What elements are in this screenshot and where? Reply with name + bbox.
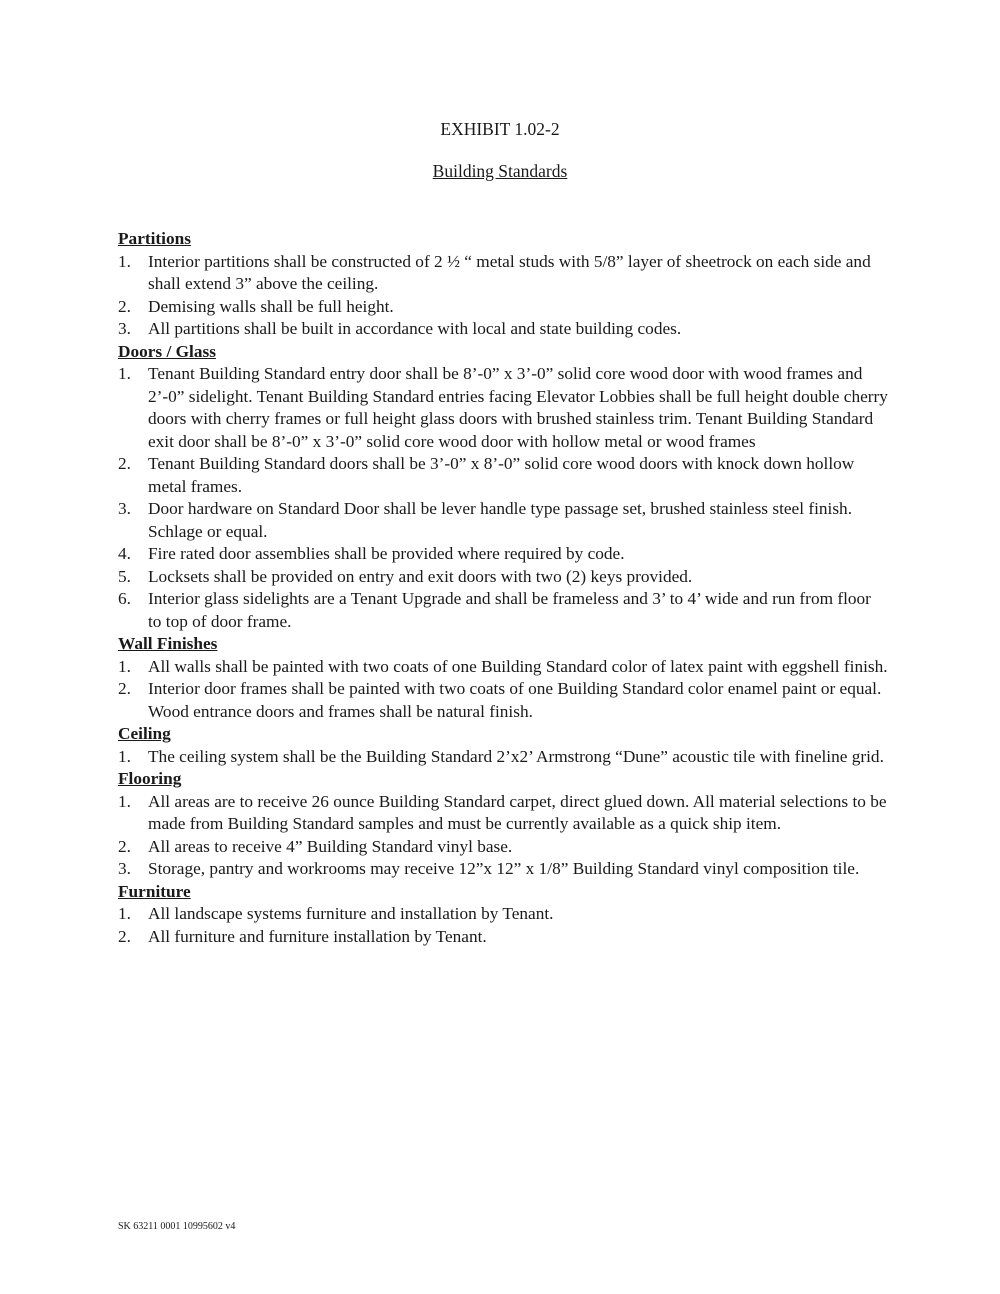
list-item: [118, 296, 888, 319]
item-text: All partitions shall be built in accordance with local and state building codes.: [148, 319, 682, 338]
section-heading: Partitions: [118, 229, 191, 248]
item-number: 2.: [118, 836, 131, 856]
list-item: [118, 926, 888, 949]
section-flooring: [118, 768, 888, 881]
item-number: 2.: [118, 679, 131, 698]
item-number: 2.: [118, 926, 131, 946]
item-list: [118, 251, 888, 341]
section-furniture: [118, 881, 888, 949]
item-number: 6.: [118, 589, 131, 608]
section-heading: Ceiling: [118, 724, 171, 743]
item-number: 4.: [118, 544, 131, 563]
list-item: [118, 498, 888, 543]
item-number: 3.: [118, 859, 131, 878]
list-item: [118, 588, 888, 633]
item-list: [118, 791, 888, 881]
item-text: Tenant Building Standard entry door shall be 8’-0” x 3’-0” solid core wood door with wood frames and 2’-0” sidelight. Tenant Building Standard entries facing Elevator Lobbies shall be full height double cherry doors with cherry frames or full height glass doors with brushed stainless trim. Tenant Building Standard exit door shall be 8’-0” x 3’-0” solid core wood door with hollow metal or wood frames: [148, 364, 888, 451]
item-list: [118, 656, 888, 724]
item-number: 1.: [118, 791, 131, 811]
item-text: Fire rated door assemblies shall be provided where required by code.: [148, 544, 625, 563]
item-list: [118, 363, 888, 633]
list-item: [118, 453, 888, 498]
section-heading: Wall Finishes: [118, 634, 218, 653]
section-partitions: [118, 228, 888, 341]
item-text: Interior glass sidelights are a Tenant Upgrade and shall be frameless and 3’ to 4’ wide and run from floor to top of door frame.: [148, 589, 871, 631]
list-item: [118, 363, 888, 453]
item-text: All areas are to receive 26 ounce Building Standard carpet, direct glued down. All material selections to be made from Building Standard samples and must be currently available as a quick ship item.: [148, 791, 887, 833]
item-number: 1.: [118, 904, 131, 923]
item-number: 5.: [118, 566, 131, 586]
list-item: [118, 566, 888, 589]
item-number: 2.: [118, 454, 131, 473]
item-text: Interior door frames shall be painted with two coats of one Building Standard color enamel paint or equal. Wood entrance doors and frames shall be natural finish.: [148, 679, 882, 721]
document-id-footer: SK 63211 0001 10995602 v4: [118, 1221, 236, 1232]
item-text: Demising walls shall be full height.: [148, 296, 394, 316]
item-text: Door hardware on Standard Door shall be lever handle type passage set, brushed stainless steel finish. Schlage or equal.: [148, 499, 853, 541]
list-item: [118, 318, 888, 341]
item-list: [118, 746, 888, 769]
list-item: [118, 746, 888, 769]
section-heading: Furniture: [118, 881, 191, 901]
list-item: [118, 791, 888, 836]
item-number: 1.: [118, 251, 131, 271]
item-text: Locksets shall be provided on entry and exit doors with two (2) keys provided.: [148, 566, 693, 586]
item-number: 1.: [118, 364, 131, 383]
list-item: [118, 903, 888, 926]
item-number: 2.: [118, 296, 131, 316]
item-number: 1.: [118, 656, 131, 676]
item-text: All areas to receive 4” Building Standard vinyl base.: [148, 836, 513, 856]
item-number: 1.: [118, 746, 131, 766]
list-item: [118, 656, 888, 679]
section-ceiling: [118, 723, 888, 768]
list-item: [118, 858, 888, 881]
list-item: [118, 836, 888, 859]
item-number: 3.: [118, 319, 131, 338]
item-text: Storage, pantry and workrooms may receive 12”x 12” x 1/8” Building Standard vinyl composition tile.: [148, 859, 860, 878]
section-heading: Doors / Glass: [118, 341, 216, 361]
item-text: All walls shall be painted with two coats of one Building Standard color of latex paint with eggshell finish.: [148, 656, 888, 676]
item-list: [118, 903, 888, 948]
standards-content: [118, 228, 888, 948]
section-wall-finishes: [118, 633, 888, 723]
item-text: The ceiling system shall be the Building Standard 2’x2’ Armstrong “Dune” acoustic tile with fineline grid.: [148, 746, 884, 766]
item-text: All furniture and furniture installation by Tenant.: [148, 926, 487, 946]
item-text: Tenant Building Standard doors shall be 3’-0” x 8’-0” solid core wood doors with knock down hollow metal frames.: [148, 454, 855, 496]
item-text: Interior partitions shall be constructed of 2 ½ “ metal studs with 5/8” layer of sheetrock on each side and shall extend 3” above the ceiling.: [148, 251, 871, 293]
item-text: All landscape systems furniture and installation by Tenant.: [148, 904, 554, 923]
section-heading: Flooring: [118, 769, 182, 788]
item-number: 3.: [118, 499, 131, 518]
page-subtitle-text: Building Standards: [432, 161, 568, 181]
page-subtitle: [0, 160, 1000, 182]
section-doors-glass: [118, 341, 888, 634]
list-item: [118, 678, 888, 723]
list-item: [118, 543, 888, 566]
list-item: [118, 251, 888, 296]
page-title: EXHIBIT 1.02-2: [440, 119, 560, 139]
